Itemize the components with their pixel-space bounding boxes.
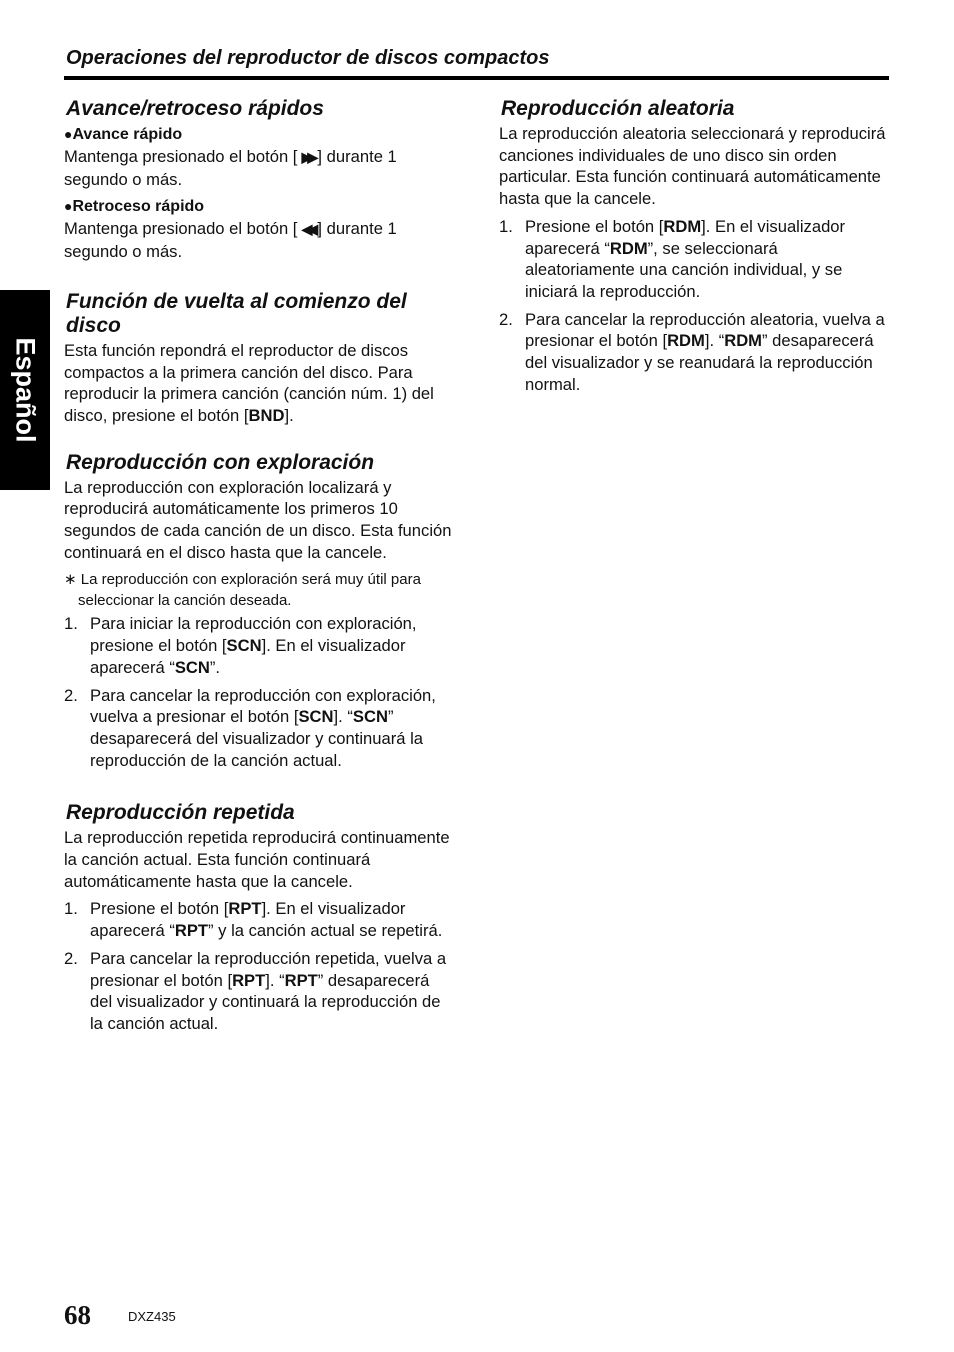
scan-intro: La reproducción con exploración localizará y reproducirá automáticamente los primeros 10 segundos de cada canción de un disco. Esta función continuará en el disco hasta que la cancele. xyxy=(64,477,452,562)
fast-forward-label: Avance rápido xyxy=(72,126,183,143)
random-play-section xyxy=(499,97,891,395)
repeat-step: 1. Presione el botón [RPT]. En el visualizador aparecerá “RPT” y la canción actual se repetirá. xyxy=(64,899,443,941)
scan-step: 2. Para cancelar la reproducción con exploración, vuelva a presionar el botón [SCN]. “SCN” desaparecerá del visualizador y continuará la reproducción de la canción actual. xyxy=(64,685,436,770)
repeat-play-section xyxy=(64,801,456,1034)
scan-section-heading: Reproducción con exploración xyxy=(66,450,375,474)
header-rule xyxy=(64,76,889,80)
random-step: 1. Presione el botón [RDM]. En el visualizador aparecerá “RDM”, se seleccionará aleatoriamente una canción individual, y se iniciará la reproducción. xyxy=(499,216,846,301)
repeat-step: 2. Para cancelar la reproducción repetida, vuelva a presionar el botón [RPT]. “RPT” desaparecerá del visualizador y continuará la reproducción de la canción actual. xyxy=(64,948,447,1033)
fast-section-heading: Avance/retroceso rápidos xyxy=(66,97,324,120)
fast-forward-rewind-section xyxy=(64,97,456,263)
scan-steps xyxy=(64,613,456,771)
rewind-subheading xyxy=(64,195,456,218)
page-header-title: Operaciones del reproductor de discos compactos xyxy=(66,47,550,69)
bullet-icon: ● xyxy=(64,126,73,142)
fast-forward-text: Mantenga presionado el botón [ ▶▶ ] durante 1 segundo o más. xyxy=(64,147,397,189)
bullet-icon: ● xyxy=(64,198,73,215)
repeat-section-heading: Reproducción repetida xyxy=(66,801,295,825)
page-number: 68 xyxy=(64,1300,91,1330)
rewind-label: Retroceso rápido xyxy=(72,198,205,216)
random-steps xyxy=(499,216,891,396)
scan-play-section xyxy=(64,451,456,772)
scan-step: 1. Para iniciar la reproducción con exploración, presione el botón [SCN]. En el visualizador aparecerá “SCN”. xyxy=(64,614,417,677)
language-side-tab-label: Español xyxy=(10,337,41,443)
top-section-heading: Función de vuelta al comienzo del disco xyxy=(66,289,407,337)
fast-forward-icon: ▶▶ xyxy=(301,149,314,165)
right-column xyxy=(499,97,891,401)
language-side-tab xyxy=(0,290,50,490)
random-section-heading: Reproducción aleatoria xyxy=(501,97,735,120)
rewind-icon: ◀◀ xyxy=(301,221,314,238)
model-number: DXZ435 xyxy=(128,1309,176,1324)
left-column xyxy=(64,97,456,1041)
repeat-steps xyxy=(64,898,456,1034)
random-intro: La reproducción aleatoria seleccionará y reproducirá canciones individuales de uno disco sin orden particular. Esta función continuará automáticamente hasta que la cancele. xyxy=(499,124,886,209)
bnd-button-ref: BND xyxy=(248,405,285,425)
random-step: 2. Para cancelar la reproducción aleatoria, vuelva a presionar el botón [RDM]. “RDM” desaparecerá del visualizador y se reanudará la reproducción normal. xyxy=(499,309,885,394)
fast-forward-subheading xyxy=(64,123,456,146)
rewind-text: Mantenga presionado el botón [ ◀◀ ] durante 1 segundo o más. xyxy=(64,219,397,262)
scan-note: ∗ La reproducción con exploración será muy útil para seleccionar la canción deseada. xyxy=(64,571,421,610)
top-section-text: Esta función repondrá el reproductor de discos compactos a la primera canción del disco. Para reproducir la primera canción (canción núm. 1) del disco, presione el botón [BND]. xyxy=(64,340,434,425)
top-function-section xyxy=(64,290,456,427)
repeat-intro: La reproducción repetida reproducirá continuamente la canción actual. Esta función continuará automáticamente hasta que la cancele. xyxy=(64,828,450,891)
